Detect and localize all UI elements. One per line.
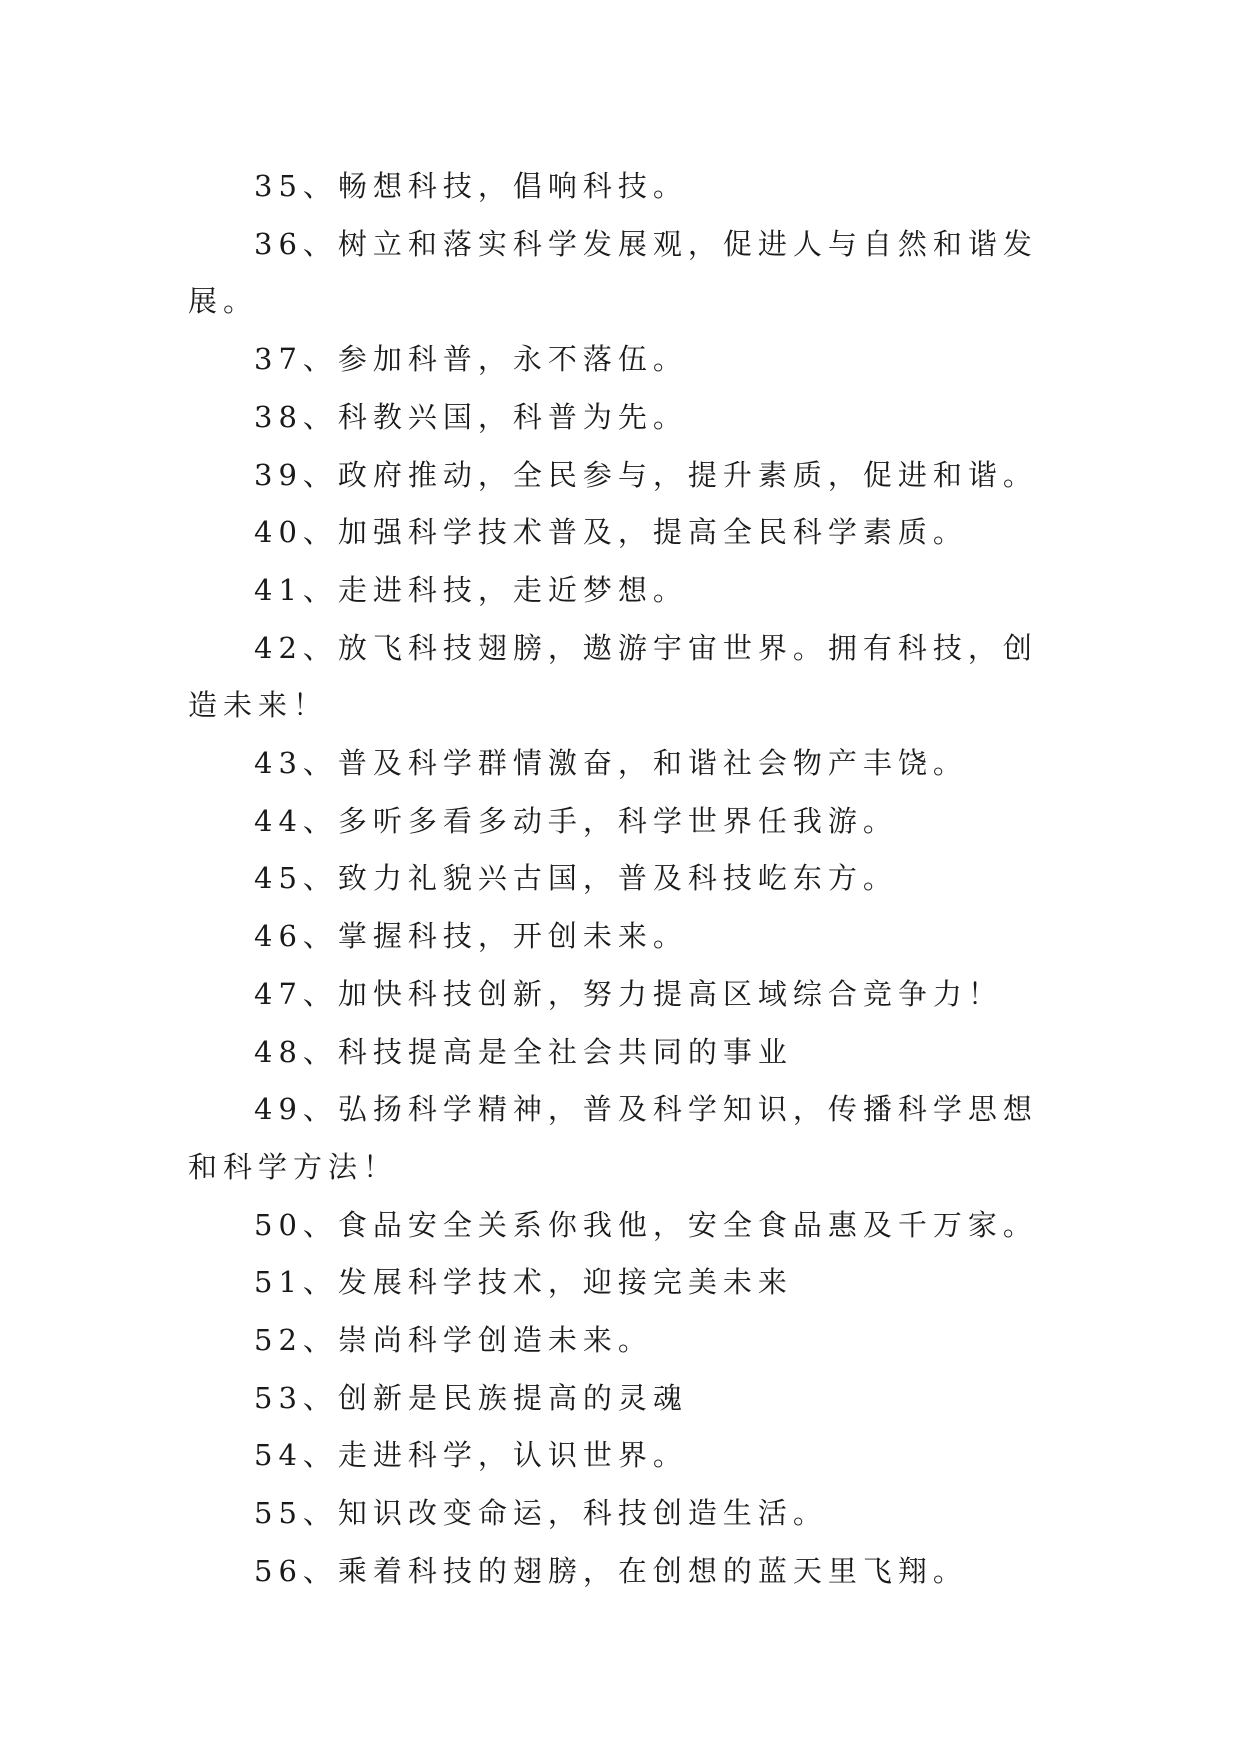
slogan-51: 51、发展科学技术，迎接完美未来 (254, 1265, 793, 1300)
document-body (188, 158, 1068, 1601)
slogan-45: 45、致力礼貌兴古国，普及科技屹东方。 (254, 861, 898, 896)
slogan-47: 47、加快科技创新，努力提高区域综合竞争力！ (254, 976, 1003, 1011)
slogan-50: 50、食品安全关系你我他，安全食品惠及千万家。 (254, 1207, 1038, 1242)
slogan-40: 40、加强科学技术普及，提高全民科学素质。 (254, 515, 968, 550)
slogan-42: 42、放飞科技翅膀，遨游宇宙世界。拥有科技，创造未来！ (188, 630, 1038, 723)
slogan-49: 49、弘扬科学精神，普及科学知识，传播科学思想和科学方法！ (188, 1092, 1038, 1184)
slogan-48: 48、科技提高是全社会共同的事业 (254, 1034, 793, 1069)
slogan-55: 55、知识改变命运，科技创造生活。 (254, 1496, 828, 1531)
slogan-41: 41、走进科技，走近梦想。 (254, 572, 688, 607)
slogan-52: 52、崇尚科学创造未来。 (254, 1323, 653, 1358)
slogan-43: 43、普及科学群情激奋，和谐社会物产丰饶。 (254, 746, 968, 781)
slogan-35: 35、畅想科技，倡响科技。 (254, 169, 688, 203)
slogan-56: 56、乘着科技的翅膀，在创想的蓝天里飞翔。 (254, 1553, 968, 1588)
slogan-37: 37、参加科普，永不落伍。 (254, 342, 688, 377)
slogan-39: 39、政府推动，全民参与，提升素质，促进和谐。 (254, 457, 1038, 492)
slogan-53: 53、创新是民族提高的灵魂 (254, 1380, 688, 1415)
slogan-36: 36、树立和落实科学发展观，促进人与自然和谐发展。 (188, 226, 1038, 319)
slogan-38: 38、科教兴国，科普为先。 (254, 399, 688, 434)
slogan-54: 54、走进科学，认识世界。 (254, 1438, 688, 1473)
slogan-44: 44、多听多看多动手，科学世界任我游。 (254, 803, 898, 838)
slogan-46: 46、掌握科技，开创未来。 (254, 919, 688, 954)
